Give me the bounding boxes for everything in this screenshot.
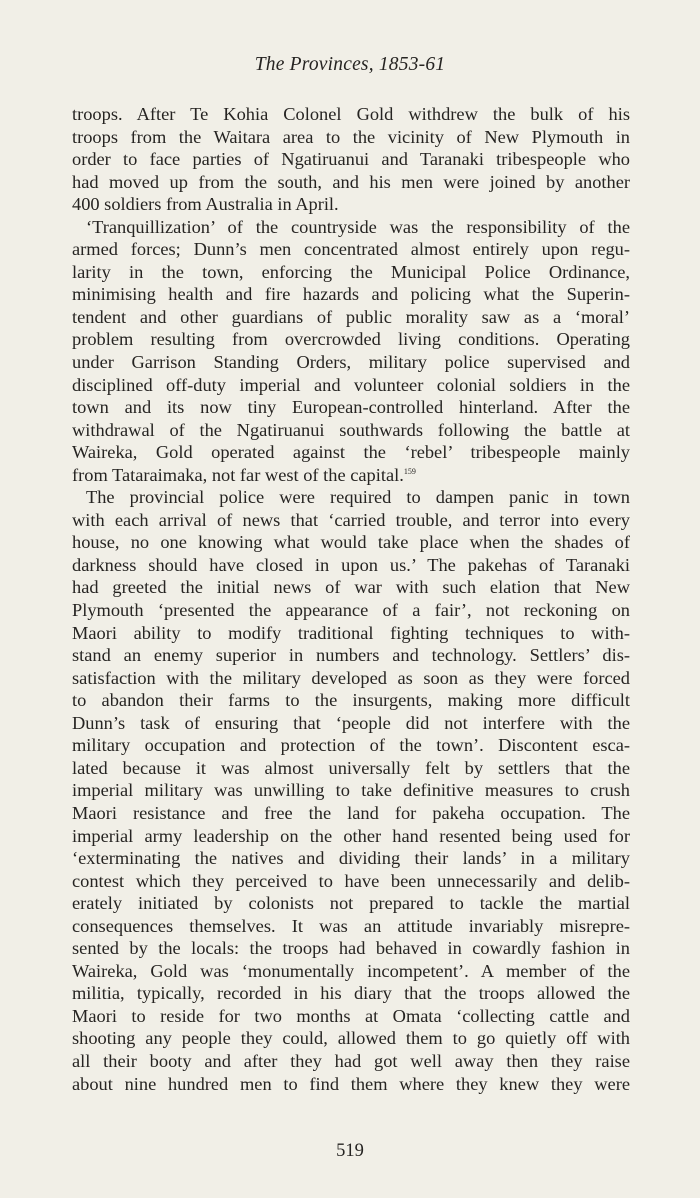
text-line-content: with each arrival of news that ‘carried trouble, and terror into every	[72, 509, 630, 530]
text-line-content: erately initiated by colonists not prepared to tackle the martial	[72, 893, 630, 914]
text-line-content: Waireka, Gold operated against the ‘rebel’ tribespeople mainly	[72, 442, 630, 463]
text-line-content: all their booty and after they had got well away then they raise	[72, 1050, 630, 1071]
text-line-content: order to face parties of Ngatiruanui and Taranaki tribespeople who	[72, 149, 630, 170]
text-line	[72, 328, 630, 351]
text-line-content: shooting any people they could, allowed them to go quietly off with	[72, 1028, 630, 1049]
text-line-content: imperial military was unwilling to take definitive measures to crush	[72, 780, 630, 801]
text-line	[72, 126, 630, 149]
text-line-content: problem resulting from overcrowded living conditions. Operating	[72, 329, 630, 350]
text-line-content: disciplined off-duty imperial and volunteer colonial soldiers in the	[72, 374, 630, 395]
text-line-content: house, no one knowing what would take place when the shades of	[72, 532, 630, 553]
text-line	[72, 1050, 630, 1073]
text-line-content: Plymouth ‘presented the appearance of a fair’, not reckoning on	[72, 600, 630, 621]
text-line-content: consequences themselves. It was an attitude invariably misrepre-	[72, 915, 630, 936]
text-line-content: minimising health and fire hazards and policing what the Superin-	[72, 284, 630, 305]
text-line	[72, 667, 630, 690]
text-line	[72, 396, 630, 419]
text-line	[72, 779, 630, 802]
text-line	[72, 982, 630, 1005]
body-text	[72, 103, 630, 1095]
text-line-content: Maori to reside for two months at Omata ‘collecting cattle and	[72, 1005, 630, 1026]
text-line	[72, 441, 630, 464]
text-line	[72, 712, 630, 735]
text-line	[72, 870, 630, 893]
text-line-content: contest which they perceived to have been unnecessarily and delib-	[72, 870, 630, 891]
text-line	[72, 689, 630, 712]
text-line	[72, 486, 630, 509]
running-head: The Provinces, 1853-61	[254, 54, 446, 75]
text-line-content: Dunn’s task of ensuring that ‘people did not interfere with the	[72, 712, 630, 733]
text-line	[72, 960, 630, 983]
text-line-content: militia, typically, recorded in his diary that the troops allowed the	[72, 983, 630, 1004]
page-number: 519	[336, 1141, 364, 1161]
text-line	[72, 825, 630, 848]
text-line	[72, 419, 630, 442]
text-line	[72, 193, 630, 216]
text-line	[72, 374, 630, 397]
text-line	[72, 915, 630, 938]
text-line	[72, 734, 630, 757]
text-line-content: sented by the locals: the troops had behaved in cowardly fashion in	[72, 938, 630, 959]
text-line-content: withdrawal of the Ngatiruanui southwards following the battle at	[72, 419, 630, 440]
footnote-reference: 159	[403, 466, 416, 476]
text-line	[72, 306, 630, 329]
text-line	[72, 599, 630, 622]
text-line-content: from Tataraimaka, not far west of the capital.	[72, 464, 404, 485]
text-line	[72, 892, 630, 915]
text-line-content: Maori ability to modify traditional fighting techniques to with-	[72, 622, 630, 643]
text-line-content: tendent and other guardians of public morality saw as a ‘moral’	[72, 306, 630, 327]
text-line	[72, 103, 630, 126]
text-line-content: darkness should have closed in upon us.’ The pakehas of Taranaki	[72, 554, 630, 575]
text-line	[72, 847, 630, 870]
text-line	[72, 216, 630, 239]
text-line	[72, 554, 630, 577]
text-line	[72, 171, 630, 194]
text-line-content: larity in the town, enforcing the Municipal Police Ordinance,	[72, 261, 630, 282]
text-line-content: 400 soldiers from Australia in April.	[72, 194, 339, 215]
text-line-content: ‘Tranquillization’ of the countryside was the responsibility of the	[86, 216, 630, 237]
text-line	[72, 238, 630, 261]
text-line-content: stand an enemy superior in numbers and technology. Settlers’ dis-	[72, 645, 630, 666]
text-line-content: armed forces; Dunn’s men concentrated almost entirely upon regu-	[72, 239, 630, 260]
text-line	[72, 509, 630, 532]
text-line-content: military occupation and protection of the town’. Discontent esca-	[72, 735, 630, 756]
text-line	[72, 531, 630, 554]
text-line-content: town and its now tiny European-controlled hinterland. After the	[72, 397, 630, 418]
text-line-content: ‘exterminating the natives and dividing their lands’ in a military	[72, 848, 630, 869]
text-line-content: The provincial police were required to dampen panic in town	[86, 487, 630, 508]
text-line	[72, 622, 630, 645]
text-line	[72, 351, 630, 374]
text-line-content: Maori resistance and free the land for pakeha occupation. The	[72, 802, 630, 823]
text-line	[72, 261, 630, 284]
text-line	[72, 1005, 630, 1028]
text-line	[72, 757, 630, 780]
text-line-content: had greeted the initial news of war with such elation that New	[72, 577, 630, 598]
text-line	[72, 148, 630, 171]
text-line	[72, 937, 630, 960]
text-line	[72, 644, 630, 667]
text-line	[72, 1027, 630, 1050]
text-line	[72, 464, 630, 487]
text-line-content: had moved up from the south, and his men were joined by another	[72, 171, 630, 192]
text-line-content: troops. After Te Kohia Colonel Gold withdrew the bulk of his	[72, 104, 630, 124]
text-line-content: about nine hundred men to find them where they knew they were	[72, 1073, 630, 1094]
text-line-content: under Garrison Standing Orders, military police supervised and	[72, 352, 630, 373]
text-line	[72, 576, 630, 599]
text-line	[72, 283, 630, 306]
text-line	[72, 802, 630, 825]
text-line	[72, 1073, 630, 1096]
text-line-content: to abandon their farms to the insurgents, making more difficult	[72, 690, 630, 711]
text-line-content: Waireka, Gold was ‘monumentally incompetent’. A member of the	[72, 960, 630, 981]
text-line-content: imperial army leadership on the other hand resented being used for	[72, 825, 630, 846]
text-line-content: satisfaction with the military developed as soon as they were forced	[72, 667, 630, 688]
text-line-content: lated because it was almost universally felt by settlers that the	[72, 757, 630, 778]
text-line-content: troops from the Waitara area to the vicinity of New Plymouth in	[72, 126, 630, 147]
